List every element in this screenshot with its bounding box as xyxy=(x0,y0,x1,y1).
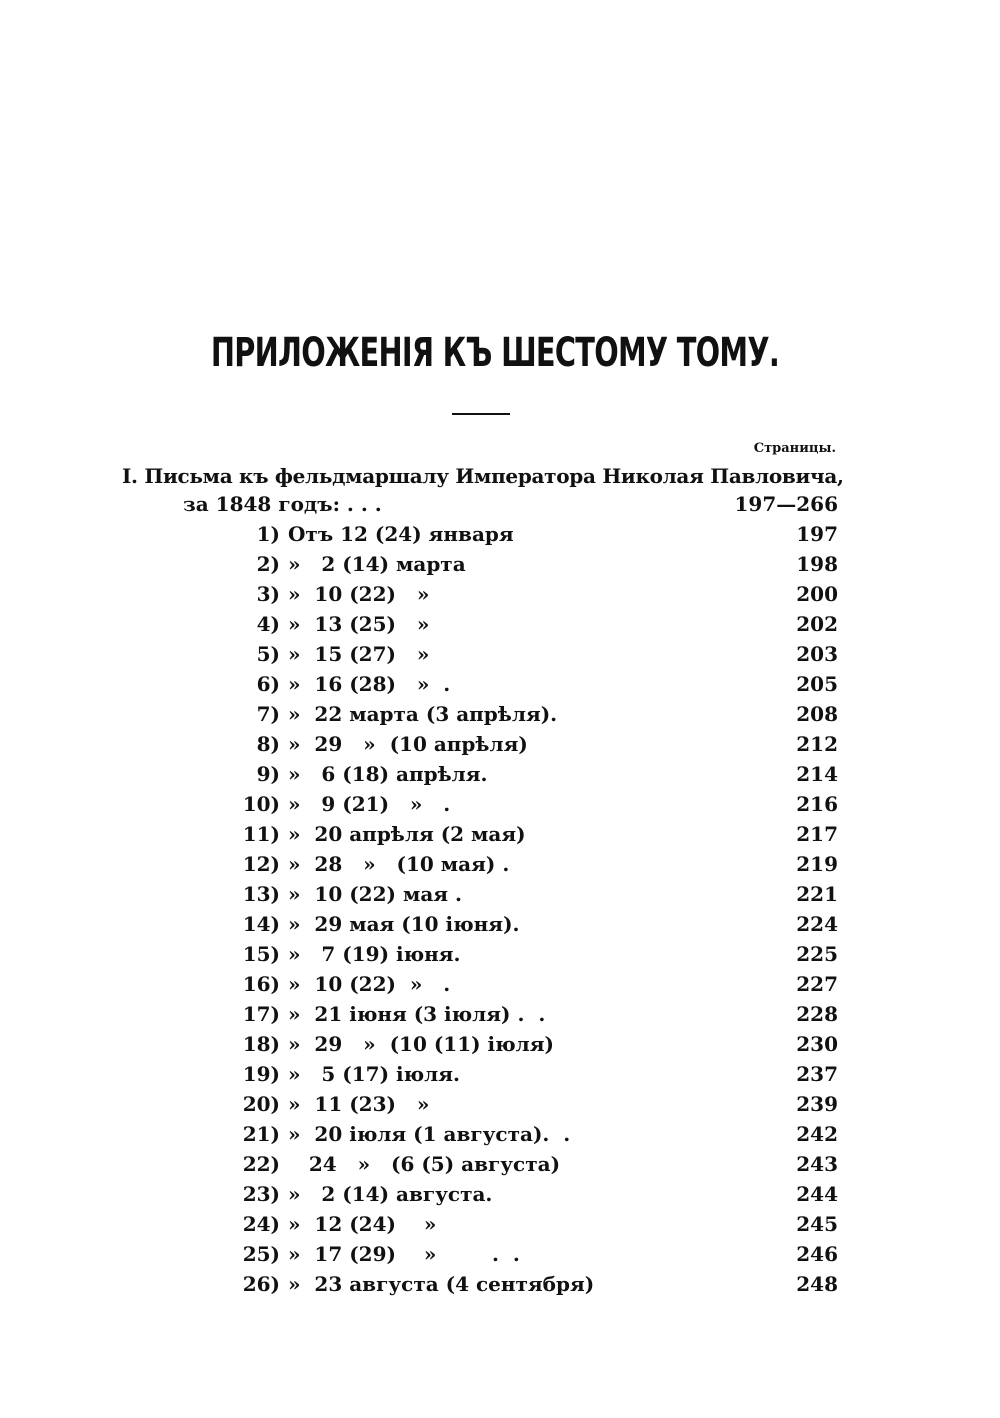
toc-entry-page: 224 xyxy=(796,912,838,936)
toc-entry xyxy=(0,1152,1000,1182)
toc-entry-page: 203 xyxy=(796,642,838,666)
toc-entry-page: 208 xyxy=(796,702,838,726)
page-title: ПРИЛОЖЕНІЯ КЪ ШЕСТОМУ ТОМУ. xyxy=(210,330,780,376)
toc-entry-number: 26) xyxy=(242,1272,280,1296)
toc-entry-text: » 15 (27) » xyxy=(288,642,430,666)
toc-entry xyxy=(0,1242,1000,1272)
toc-entry-number: 24) xyxy=(242,1212,280,1236)
toc-entry-page: 216 xyxy=(796,792,838,816)
toc-entry-number: 4) xyxy=(256,612,280,636)
toc-entry xyxy=(0,702,1000,732)
toc-entry-number: 2) xyxy=(256,552,280,576)
toc-entry-text: » 28 » (10 мая) . xyxy=(288,852,510,876)
toc-entry-page: 200 xyxy=(796,582,838,606)
toc-entry-number: 5) xyxy=(256,642,280,666)
toc-entry-page: 243 xyxy=(796,1152,838,1176)
toc-entry xyxy=(0,1002,1000,1032)
toc-entry xyxy=(0,942,1000,972)
section-subheading-text: за 1848 годъ: . . . xyxy=(183,492,382,516)
toc-entry xyxy=(0,1182,1000,1212)
toc-entry xyxy=(0,732,1000,762)
toc-entry-page: 248 xyxy=(796,1272,838,1296)
toc-entry-number: 25) xyxy=(242,1242,280,1266)
title-divider xyxy=(452,413,510,415)
toc-entry-number: 23) xyxy=(242,1182,280,1206)
toc-entry-page: 230 xyxy=(796,1032,838,1056)
toc-entry xyxy=(0,522,1000,552)
toc-entry xyxy=(0,972,1000,1002)
toc-entry-text: » 20 апрѣля (2 мая) xyxy=(288,822,526,846)
toc-entry-text: » 12 (24) » xyxy=(288,1212,437,1236)
toc-entry-number: 12) xyxy=(242,852,280,876)
toc-entry-page: 246 xyxy=(796,1242,838,1266)
toc-entry xyxy=(0,1092,1000,1122)
toc-entry xyxy=(0,1272,1000,1302)
toc-entry xyxy=(0,582,1000,612)
toc-entry-text: Отъ 12 (24) января xyxy=(288,522,514,546)
toc-entry-text: » 10 (22) » . xyxy=(288,972,451,996)
toc-entry-text: 24 » (6 (5) августа) xyxy=(288,1152,561,1176)
toc-entry xyxy=(0,1062,1000,1092)
section-heading: I. Письма къ фельдмаршалу Императора Николая Павловича, xyxy=(122,464,844,488)
toc-entry-number: 16) xyxy=(242,972,280,996)
toc-entry xyxy=(0,762,1000,792)
toc-entry-text: » 9 (21) » . xyxy=(288,792,451,816)
toc-entry-text: » 22 марта (3 апрѣля). xyxy=(288,702,558,726)
toc-entry-text: » 10 (22) мая . xyxy=(288,882,462,906)
toc-entry-page: 217 xyxy=(796,822,838,846)
toc-entry-page: 245 xyxy=(796,1212,838,1236)
toc-entry-text: » 7 (19) іюня. xyxy=(288,942,461,966)
toc-entry-text: » 21 іюня (3 іюля) . . xyxy=(288,1002,546,1026)
toc-entry-text: » 13 (25) » xyxy=(288,612,430,636)
toc-entry-number: 17) xyxy=(242,1002,280,1026)
toc-entry-number: 1) xyxy=(256,522,280,546)
toc-entry-number: 20) xyxy=(242,1092,280,1116)
toc-entry xyxy=(0,552,1000,582)
toc-entry xyxy=(0,912,1000,942)
toc-entry-text: » 10 (22) » xyxy=(288,582,430,606)
toc-entry-text: » 17 (29) » . . xyxy=(288,1242,520,1266)
toc-entry-number: 7) xyxy=(256,702,280,726)
toc-entry-number: 10) xyxy=(242,792,280,816)
toc-entry-page: 205 xyxy=(796,672,838,696)
toc-entry-text: » 5 (17) іюля. xyxy=(288,1062,460,1086)
toc-entry-page: 239 xyxy=(796,1092,838,1116)
toc-entry-page: 225 xyxy=(796,942,838,966)
toc-entry-page: 237 xyxy=(796,1062,838,1086)
toc-entry-number: 21) xyxy=(242,1122,280,1146)
toc-entry-text: » 2 (14) августа. xyxy=(288,1182,493,1206)
toc-entry-page: 221 xyxy=(796,882,838,906)
section-subheading xyxy=(183,492,838,516)
toc-entry xyxy=(0,642,1000,672)
toc-entry-number: 6) xyxy=(256,672,280,696)
toc-entry xyxy=(0,1212,1000,1242)
toc-entry-number: 8) xyxy=(256,732,280,756)
toc-list xyxy=(0,522,1000,1302)
toc-entry-number: 9) xyxy=(256,762,280,786)
toc-entry-number: 3) xyxy=(256,582,280,606)
toc-entry xyxy=(0,612,1000,642)
toc-entry-page: 227 xyxy=(796,972,838,996)
toc-entry-page: 242 xyxy=(796,1122,838,1146)
toc-entry xyxy=(0,822,1000,852)
toc-entry-text: » 20 іюля (1 августа). . xyxy=(288,1122,571,1146)
toc-entry-page: 198 xyxy=(796,552,838,576)
toc-entry-number: 13) xyxy=(242,882,280,906)
toc-entry-number: 18) xyxy=(242,1032,280,1056)
toc-entry xyxy=(0,1032,1000,1062)
toc-entry xyxy=(0,672,1000,702)
toc-entry xyxy=(0,1122,1000,1152)
toc-entry-text: » 29 мая (10 іюня). xyxy=(288,912,520,936)
toc-entry-text: » 6 (18) апрѣля. xyxy=(288,762,488,786)
toc-entry-text: » 29 » (10 (11) іюля) xyxy=(288,1032,554,1056)
toc-entry xyxy=(0,882,1000,912)
toc-entry-page: 197 xyxy=(796,522,838,546)
toc-entry-number: 19) xyxy=(242,1062,280,1086)
pages-column-label: Страницы. xyxy=(753,441,836,456)
toc-entry-number: 14) xyxy=(242,912,280,936)
section-page-range: 197—266 xyxy=(734,492,838,516)
toc-entry-number: 15) xyxy=(242,942,280,966)
toc-entry-number: 22) xyxy=(242,1152,280,1176)
toc-entry-page: 202 xyxy=(796,612,838,636)
toc-entry-number: 11) xyxy=(242,822,280,846)
toc-entry-text: » 11 (23) » xyxy=(288,1092,430,1116)
toc-entry-page: 219 xyxy=(796,852,838,876)
toc-entry-page: 212 xyxy=(796,732,838,756)
toc-entry-text: » 2 (14) марта xyxy=(288,552,466,576)
toc-entry-text: » 23 августа (4 сентября) xyxy=(288,1272,595,1296)
toc-entry xyxy=(0,792,1000,822)
toc-entry-page: 244 xyxy=(796,1182,838,1206)
toc-entry xyxy=(0,852,1000,882)
toc-entry-text: » 29 » (10 апрѣля) xyxy=(288,732,528,756)
toc-entry-text: » 16 (28) » . xyxy=(288,672,451,696)
toc-entry-page: 228 xyxy=(796,1002,838,1026)
toc-entry-page: 214 xyxy=(796,762,838,786)
